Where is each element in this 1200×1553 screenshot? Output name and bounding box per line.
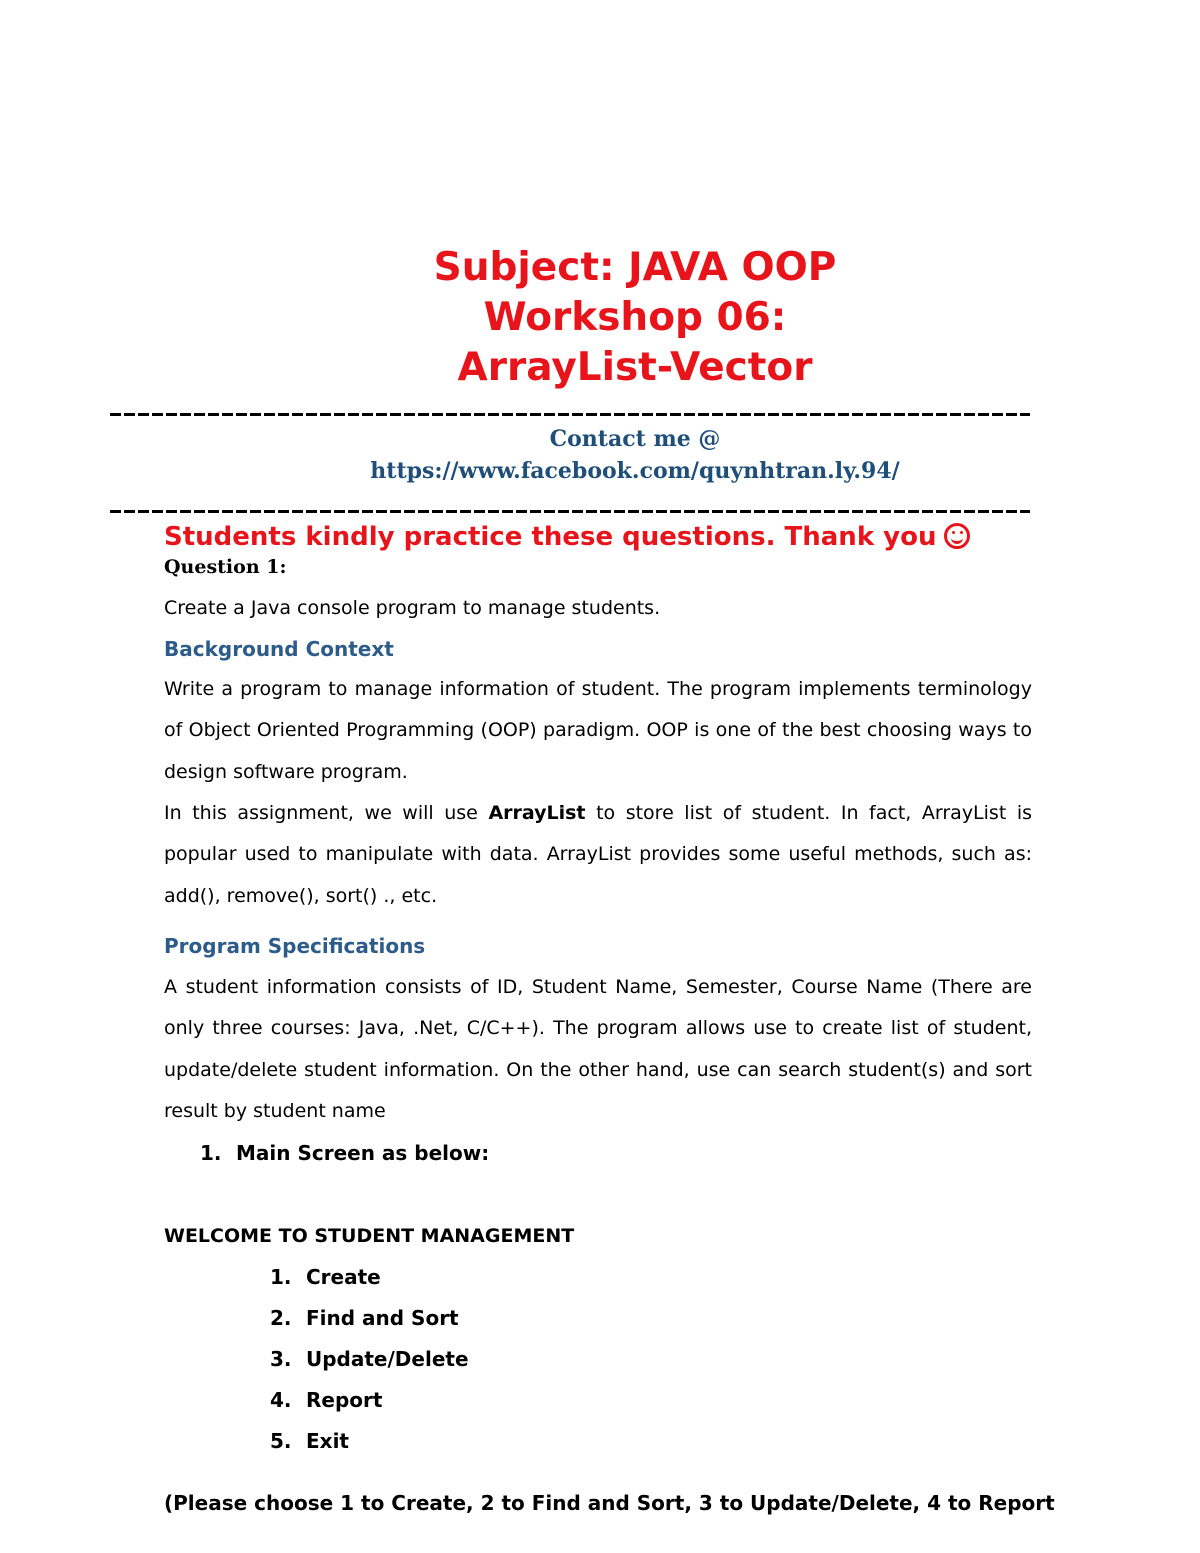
dashed-divider-top: [110, 413, 1030, 416]
background-p2-bold: ArrayList: [488, 802, 586, 824]
menu-item-label: Update/Delete: [306, 1347, 469, 1371]
title-subject: Subject: JAVA OOP: [433, 245, 837, 290]
menu-item-number: 3.: [270, 1347, 292, 1371]
menu-item: [270, 1267, 381, 1287]
title-topic: ArrayList-Vector: [457, 345, 813, 390]
main-screen-label: Main Screen as below:: [236, 1141, 490, 1165]
spec-paragraph: A student information consists of ID, Student Name, Semester, Course Name (There are only three courses: Java, .Net, C/C++). The program allows use to create list of student, update/delete student information. On the other hand, use can search student(s) and sort result by student name: [164, 976, 1032, 1122]
main-screen-item: [200, 1143, 489, 1163]
contact-link[interactable]: https://www.facebook.com/quynhtran.ly.94/: [370, 458, 900, 484]
intro-line: [164, 523, 970, 550]
dashed-divider-bottom: [110, 510, 1030, 513]
background-heading: Background Context: [164, 637, 394, 661]
background-paragraph-1: Write a program to manage information of student. The program implements terminology of Object Oriented Programming (OOP) paradigm. OOP is one of the best choosing ways to design software program.: [164, 678, 1032, 783]
menu-item-number: 2.: [270, 1306, 292, 1330]
main-screen-number: 1.: [200, 1141, 222, 1165]
menu-item-number: 4.: [270, 1388, 292, 1412]
question-task: Create a Java console program to manage students.: [164, 597, 661, 619]
spec-heading: Program Specifications: [164, 934, 426, 958]
background-p2-start: In this assignment, we will use: [164, 802, 489, 824]
menu-item-number: 1.: [270, 1265, 292, 1289]
background-paragraph-2: [164, 793, 1032, 917]
title-workshop: Workshop 06:: [483, 295, 787, 340]
background-p2-end: to store list of student. In fact, ArrayList is popular used to manipulate with data. ArrayList provides some useful methods, such as: add(), remove(), sort() ., etc.: [164, 802, 1033, 907]
menu-title: WELCOME TO STUDENT MANAGEMENT: [164, 1225, 575, 1247]
menu-item-label: Report: [306, 1388, 383, 1412]
menu-item: [270, 1349, 469, 1369]
menu-item: [270, 1308, 459, 1328]
contact-label: Contact me @: [549, 426, 721, 452]
menu-note: (Please choose 1 to Create, 2 to Find and Sort, 3 to Update/Delete, 4 to Report: [164, 1491, 1055, 1515]
menu-item: [270, 1390, 382, 1410]
smiley-icon: [944, 523, 970, 549]
menu-item-number: 5.: [270, 1429, 292, 1453]
menu-item-label: Find and Sort: [306, 1306, 459, 1330]
menu-item-label: Exit: [306, 1429, 349, 1453]
menu-item: [270, 1431, 349, 1451]
menu-item-label: Create: [306, 1265, 381, 1289]
intro-text: Students kindly practice these questions. Thank you: [164, 522, 937, 552]
question-label: Question 1:: [164, 556, 287, 578]
